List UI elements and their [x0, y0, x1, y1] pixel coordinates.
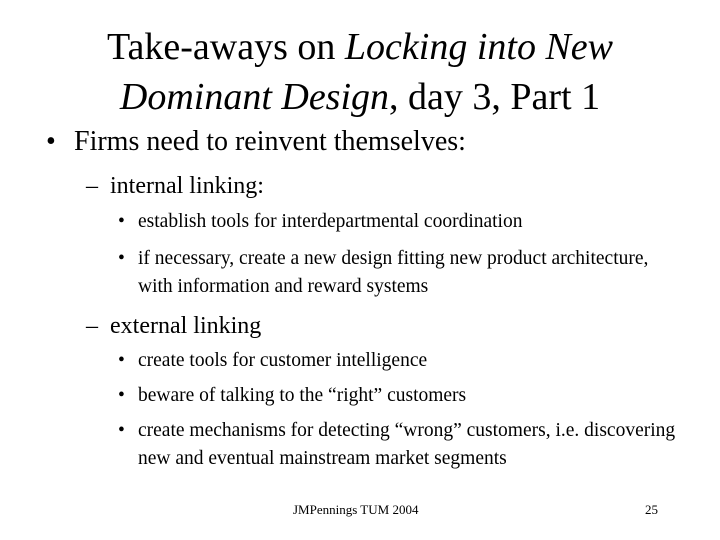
title-text-italic-2: Dominant Design [119, 76, 390, 118]
sub-bullet-item [118, 245, 678, 301]
sub-bullet-item [118, 347, 678, 375]
title-text-italic-1: Locking into New [344, 26, 614, 68]
section-heading-external [86, 311, 261, 341]
title-text-suffix: , day 3, Part 1 [389, 76, 601, 118]
main-bullet [46, 125, 466, 159]
sub-bullet-marker: • [118, 385, 125, 406]
sub-bullet-text: establish tools for interdepartmental coordination [138, 211, 523, 232]
sub-bullet-text: create mechanisms for detecting “wrong” customers, i.e. discovering new and eventual mainstream market segments [138, 420, 676, 469]
slide-footer: JMPennings TUM 2004 [293, 502, 419, 517]
title-text-plain: Take-aways on [106, 26, 345, 68]
sub-bullet-text: beware of talking to the “right” customers [138, 385, 467, 406]
sub-bullet-item [118, 208, 678, 236]
section-heading-text: external linking [110, 313, 262, 339]
sub-bullet-marker: • [118, 248, 125, 269]
page-number: 25 [645, 502, 658, 517]
dash-marker: – [86, 173, 98, 199]
sub-bullet-marker: • [118, 211, 125, 232]
dash-marker: – [86, 313, 98, 339]
sub-bullet-marker: • [118, 420, 125, 441]
bullet-marker: • [46, 126, 56, 157]
sub-bullet-item [118, 417, 678, 473]
title-line-2 [0, 72, 720, 122]
sub-bullet-text: create tools for customer intelligence [138, 350, 428, 371]
section-heading-text: internal linking: [110, 173, 264, 199]
slide-title [0, 22, 720, 122]
section-heading-internal [86, 171, 264, 201]
title-line-1 [0, 22, 720, 72]
sub-bullet-marker: • [118, 350, 125, 371]
sub-bullet-text: if necessary, create a new design fitting new product architecture, with information and reward systems [138, 248, 649, 297]
sub-bullet-item [118, 382, 678, 410]
main-bullet-text: Firms need to reinvent themselves: [74, 126, 466, 157]
